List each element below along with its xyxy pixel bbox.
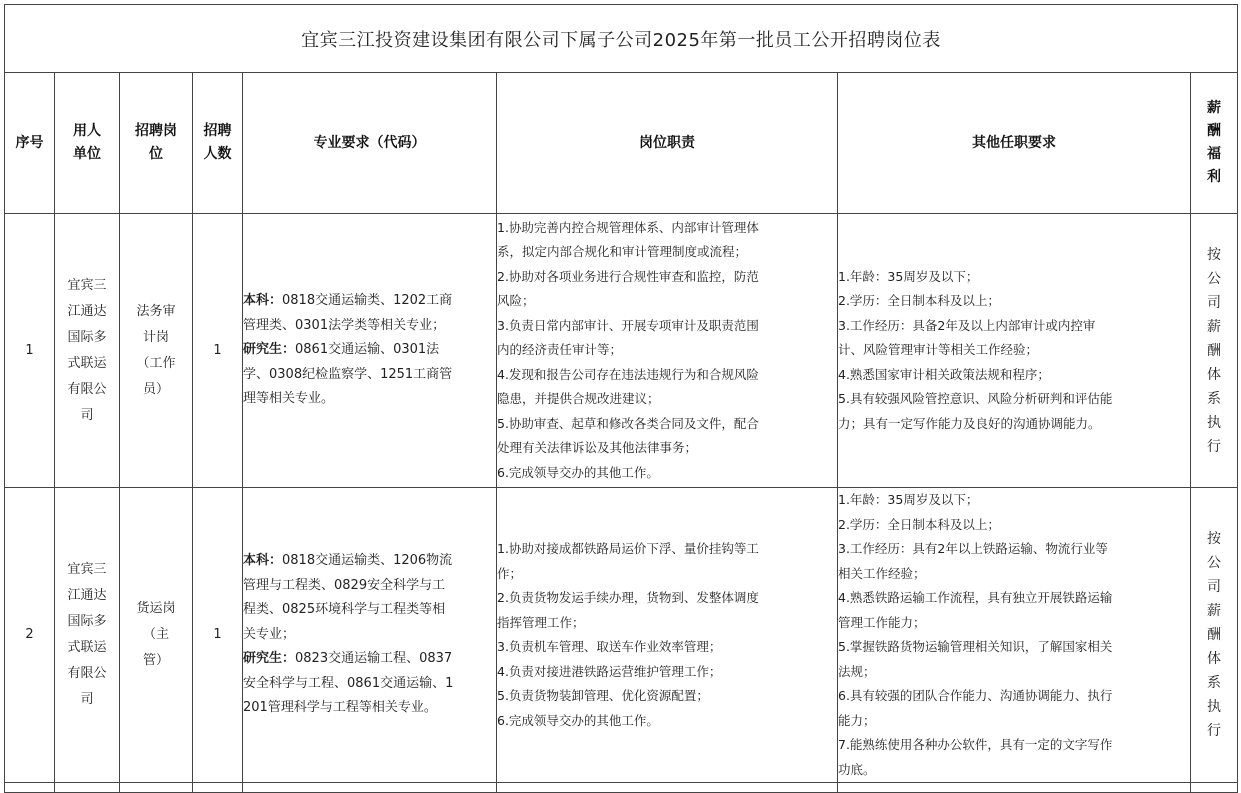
row-count: 1	[193, 214, 243, 488]
row-major: 本科：0818交通运输类、1202工商 管理类、0301法学类等相关专业； 研究生：0861交通运输、0301法 学、0308纪检监察学、1251工商管 理等相关专业。	[243, 214, 497, 488]
row-other-requirements: 1.年龄：35周岁及以下； 2.学历：全日制本科及以上； 3.工作经历：具备2年及以上内部审计或内控审 计、风险管理审计等相关工作经验； 4.熟悉国家审计相关政策法规和程序； 5.具有较强风险管控意识、风险分析研判和评估能 力；具有一定写作能力及良好的沟通协调能力。	[838, 214, 1191, 488]
header-major: 专业要求（代码）	[243, 73, 497, 214]
row-cell	[55, 783, 120, 793]
row-pay: 按 公 司 薪 酬 体 系 执 行	[1191, 214, 1238, 488]
header-position: 招聘岗 位	[120, 73, 193, 214]
row-seq: 1	[5, 214, 55, 488]
row-unit: 宜宾三 江通达 国际多 式联运 有限公 司	[55, 488, 120, 783]
row-cell	[497, 783, 838, 793]
row-count: 1	[193, 488, 243, 783]
header-seq: 序号	[5, 73, 55, 214]
major-bachelor: 本科：0818交通运输类、1202工商	[243, 293, 453, 309]
row-cell	[5, 783, 55, 793]
row-cell	[838, 783, 1191, 793]
row-other-requirements: 1.年龄：35周岁及以下； 2.学历：全日制本科及以上； 3.工作经历：具有2年以上铁路运输、物流行业等 相关工作经验； 4.熟悉铁路运输工作流程，具有独立开展铁路运输 管理工作能力； 5.掌握铁路货物运输管理相关知识，了解国家相关 法规； 6.具有较强的团队合作能力、沟通协调能力、执行 能力； 7.能熟练使用各种办公软件，具有一定的文字写作 功底。	[838, 488, 1191, 783]
table-row	[5, 214, 1238, 488]
major-graduate: 研究生：0823交通运输工程、0837	[243, 651, 453, 667]
major-graduate: 研究生：0861交通运输、0301法	[243, 342, 440, 358]
table-title: 宜宾三江投资建设集团有限公司下属子公司2025年第一批员工公开招聘岗位表	[5, 5, 1238, 73]
row-cell	[120, 783, 193, 793]
row-seq: 2	[5, 488, 55, 783]
row-cell	[193, 783, 243, 793]
major-bachelor: 本科：0818交通运输类、1206物流	[243, 553, 453, 569]
header-pay: 薪 酬 福 利	[1191, 73, 1238, 214]
header-unit: 用人 单位	[55, 73, 120, 214]
row-cell	[1191, 783, 1238, 793]
row-major: 本科：0818交通运输类、1206物流 管理与工程类、0829安全科学与工 程类、0825环境科学与工程类等相 关专业； 研究生：0823交通运输工程、0837 安全科学与工程、0861交通运输、1 201管理科学与工程等相关专业。	[243, 488, 497, 783]
header-duty: 岗位职责	[497, 73, 838, 214]
row-position: 货运岗 （主 管）	[120, 488, 193, 783]
row-position: 法务审 计岗 （工作 员）	[120, 214, 193, 488]
row-unit: 宜宾三 江通达 国际多 式联运 有限公 司	[55, 214, 120, 488]
recruitment-table	[4, 4, 1238, 793]
row-cell	[243, 783, 497, 793]
header-count: 招聘 人数	[193, 73, 243, 214]
table-row	[5, 783, 1238, 793]
row-pay: 按 公 司 薪 酬 体 系 执 行	[1191, 488, 1238, 783]
table-row	[5, 488, 1238, 783]
row-duties: 1.协助对接成都铁路局运价下浮、量价挂钩等工 作； 2.负责货物发运手续办理，货物到、发整体调度 指挥管理工作； 3.负责机车管理、取送车作业效率管理； 4.负责对接进港铁路运营维护管理工作； 5.负责货物装卸管理、优化资源配置； 6.完成领导交办的其他工作。	[497, 488, 838, 783]
row-duties: 1.协助完善内控合规管理体系、内部审计管理体 系，拟定内部合规化和审计管理制度或流程； 2.协助对各项业务进行合规性审查和监控，防范 风险； 3.负责日常内部审计、开展专项审计及职责范围 内的经济责任审计等； 4.发现和报告公司存在违法违规行为和合规风险 隐患，并提供合规改进建议； 5.协助审查、起草和修改各类合同及文件，配合 处理有关法律诉讼及其他法律事务； 6.完成领导交办的其他工作。	[497, 214, 838, 488]
header-other: 其他任职要求	[838, 73, 1191, 214]
